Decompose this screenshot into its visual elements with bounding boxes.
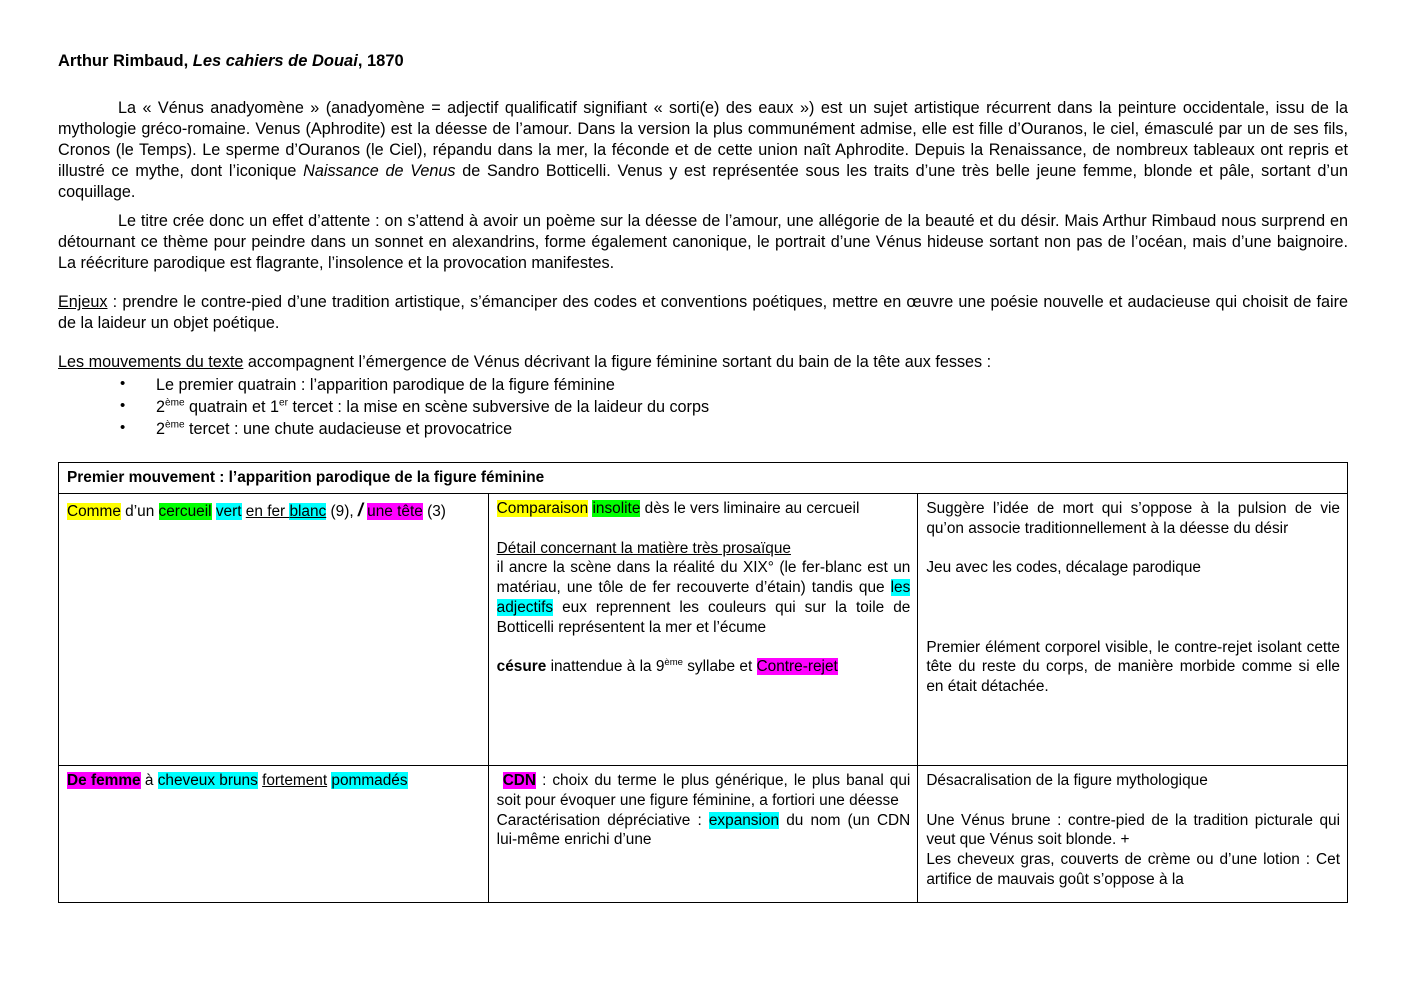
interpretation-text-3: Premier élément corporel visible, le contre-rejet isolant cette tête du reste du corps, de manière morbide comme si elle en était détachée.	[926, 638, 1340, 696]
botticelli-work-title: Naissance de Venus	[303, 161, 456, 180]
interpretation-text-4: Désacralisation de la figure mythologique	[926, 771, 1208, 789]
mouvement-item-2-sup-2: er	[279, 397, 288, 409]
mouvements-list	[58, 375, 1348, 440]
intro-paragraph-1	[58, 98, 1348, 203]
intro-paragraph-2: Le titre crée donc un effet d’attente : on s’attend à avoir un poème sur la déesse de l’amour, une allégorie de la beauté et du désir. Mais Arthur Rimbaud nous surprend en détournant ce thème pour peindre dans un sonnet en alexandrins, forme également canonique, le portrait d’une Vénus hideuse sortant non pas de l’océan, mais d’une baignoire. La réécriture parodique est flagrante, l’insolence et la provocation manifestes.	[58, 212, 1348, 273]
quote-underline-fortement: fortement	[262, 771, 328, 789]
mouvement-item-2-pre: 2	[156, 398, 166, 417]
quote-highlight-unetete: une tête	[367, 502, 423, 520]
enjeux-text: : prendre le contre-pied d’une tradition artistique, s’émanciper des codes et conventions poétiques, mettre en œuvre une poésie nouvelle et audacieuse qui choisit de faire de la laideur un objet poétique.	[58, 293, 1348, 333]
quote-highlight-defemme: De femme	[67, 771, 141, 789]
quote-text-a: à	[140, 771, 158, 789]
analysis-underline-detail: Détail concernant la matière très prosaïque	[496, 539, 791, 557]
mouvement-item-1: Le premier quatrain : l’apparition parodique de la figure féminine	[156, 376, 615, 395]
quote-text-dun: d’un	[120, 502, 159, 520]
interpretation-text-6: Les cheveux gras, couverts de crème ou d’une lotion : Cet artifice de mauvais goût s’oppose à la	[926, 851, 1340, 888]
analysis-highlight-expansion: expansion	[708, 811, 780, 829]
analysis-text-liminaire: dès le vers liminaire au cercueil	[640, 499, 860, 517]
analysis-text-cdn: : choix du terme le plus générique, le plus banal qui soit pour évoquer une figure féminine, a fortiori une déesse	[496, 771, 911, 809]
row1-quote-cell	[59, 493, 489, 765]
interpretation-text-1: Suggère l’idée de mort qui s’oppose à la pulsion de vie qu’on associe traditionnellement à la déesse du désir	[926, 499, 1340, 537]
mouvements-label: Les mouvements du texte	[58, 353, 244, 372]
list-item	[120, 375, 1348, 397]
quote-highlight-cercueil: cercueil	[158, 502, 212, 520]
quote-highlight-pommades: pommadés	[331, 771, 408, 789]
interpretation-text-2: Jeu avec les codes, décalage parodique	[926, 559, 1201, 577]
mouvement-item-3-post: tercet : une chute audacieuse et provocatrice	[184, 419, 513, 438]
analysis-text-matiere-b: eux reprennent les couleurs qui sur la toile de Botticelli représentent la mer et l’écume	[496, 598, 911, 636]
analysis-highlight-insolite: insolite	[592, 499, 641, 517]
quote-underline-enfer: en fer	[245, 502, 290, 520]
table-header-row	[59, 463, 1348, 494]
paragraph-spacer	[926, 578, 1340, 637]
enjeux-paragraph	[58, 292, 1348, 334]
list-item	[120, 397, 1348, 419]
intro-p1-part-b: de Sandro Botticelli. Venus y est représentée sous les traits d’une très belle jeune femme, blonde et pâle, sortant d’un coquillage.	[58, 161, 1348, 202]
title-year: , 1870	[357, 52, 404, 70]
analysis-bold-cesure: césure	[496, 658, 547, 676]
quote-verse-number-9: (9),	[326, 502, 358, 520]
quote-highlight-vert: vert	[215, 502, 242, 520]
quote-verse-number-3: (3)	[422, 502, 446, 520]
title-author: Arthur Rimbaud,	[58, 52, 193, 70]
row2-interpretation-cell	[918, 765, 1348, 902]
paragraph-spacer	[497, 637, 911, 657]
mouvement-item-3-sup: ème	[165, 419, 185, 431]
table-header-cell: Premier mouvement : l’apparition parodique de la figure féminine	[59, 463, 1348, 494]
analysis-text-cesure-b: syllabe et	[682, 658, 757, 676]
analysis-highlight-comparaison: Comparaison	[496, 499, 589, 517]
quote-caesura-slash: /	[357, 499, 363, 520]
interpretation-text-5: Une Vénus brune : contre-pied de la tradition picturale qui veut que Vénus soit blonde. +	[926, 811, 1340, 849]
mouvements-paragraph	[58, 352, 1348, 373]
mouvement-item-2-sup-1: ème	[165, 397, 185, 409]
table-row	[59, 765, 1348, 902]
quote-highlight-blanc: blanc	[289, 502, 327, 520]
analysis-highlight-contrerejet: Contre-rejet	[756, 658, 838, 676]
quote-highlight-comme: Comme	[67, 502, 121, 520]
intro-p1-part-a: La « Vénus anadyomène » (anadyomène = adjectif qualificatif signifiant « sorti(e) des eaux ») est un sujet artistique récurrent dans la peinture occidentale, issu de la mythologie gréco-romaine. Venus (Aphrodite) est la déesse de l’amour. Dans la version la plus communément admise, elle est fille d’Ouranos, le ciel, émasculé par un de ses fils, Cronos (le Temps). Le sperme d’Ouranos (le Ciel), répandu dans la mer, la féconde et de cette union naît Aphrodite. Depuis la Renaissance, de nombreux tableaux ont repris et illustré ce mythe, dont l’iconique	[58, 98, 1348, 180]
mouvement-item-2-mid: quatrain et 1	[184, 398, 280, 417]
paragraph-spacer	[926, 791, 1340, 811]
enjeux-label: Enjeux	[58, 293, 108, 312]
analysis-text-cesure-a: inattendue à la 9	[546, 658, 665, 676]
paragraph-spacer	[926, 539, 1340, 559]
title-work: Les cahiers de Douai	[192, 52, 358, 70]
analysis-table	[58, 462, 1348, 903]
mouvement-item-2-post: tercet : la mise en scène subversive de la laideur du corps	[287, 398, 710, 417]
row2-quote-cell	[59, 765, 489, 902]
table-row	[59, 493, 1348, 765]
row1-interpretation-cell	[918, 493, 1348, 765]
row1-analysis-cell	[488, 493, 918, 765]
row2-analysis-cell	[488, 765, 918, 902]
mouvement-item-3-pre: 2	[156, 419, 166, 438]
quote-highlight-cheveuxbruns: cheveux bruns	[157, 771, 258, 789]
paragraph-spacer	[497, 519, 911, 539]
analysis-text-matiere-a: il ancre la scène dans la réalité du XIX° (le fer-blanc est un matériau, une tôle de fer recouverte d’étain) tandis que	[496, 559, 911, 597]
page-title	[58, 52, 1348, 72]
list-item	[120, 419, 1348, 441]
analysis-text-carac-a: Caractérisation dépréciative :	[496, 811, 709, 829]
analysis-highlight-cdn: CDN	[502, 771, 537, 789]
mouvements-intro: accompagnent l’émergence de Vénus décrivant la figure féminine sortant du bain de la tête aux fesses :	[243, 353, 992, 372]
analysis-sup-eme: ème	[664, 657, 683, 669]
analysis-highlight-adjectifs: les adjectifs	[496, 579, 911, 616]
analysis-text-carac-b: du nom (un CDN lui-même enrichi d’une	[496, 811, 911, 849]
